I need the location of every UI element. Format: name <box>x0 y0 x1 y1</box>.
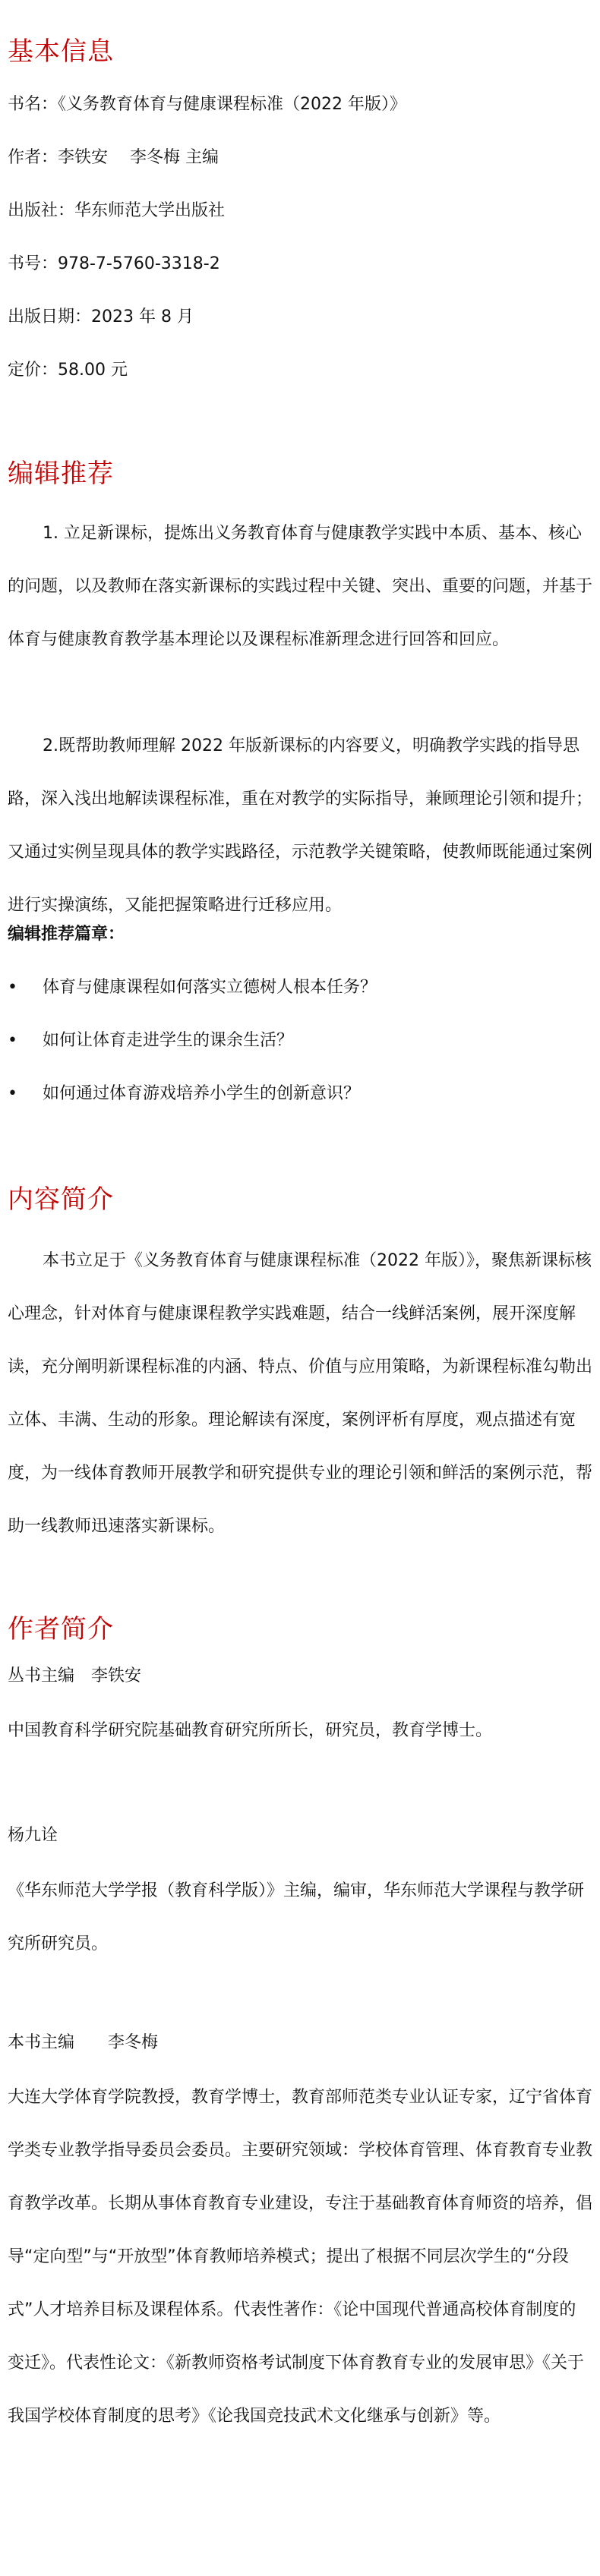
chapter-title: 如何让体育走进学生的课余生活？ <box>43 1031 294 1050</box>
list-item <box>8 974 377 998</box>
price-line: 定价：58.00 元 <box>8 361 128 380</box>
chapter-title: 体育与健康课程如何落实立德树人根本任务？ <box>43 978 377 997</box>
bullet-icon: • <box>8 1031 17 1050</box>
author-2-name: 杨九诠 <box>8 1826 58 1845</box>
section-title-basic-info: 基本信息 <box>8 36 114 67</box>
recommend-chapters-heading: 编辑推荐篇章： <box>8 925 125 944</box>
chapter-title: 如何通过体育游戏培养小学生的创新意识？ <box>43 1084 361 1103</box>
list-item <box>8 1080 360 1104</box>
book-name: 书名：《义务教育体育与健康课程标准（2022 年版）》 <box>8 95 406 114</box>
section-title-intro: 内容简介 <box>8 1184 114 1215</box>
recommend-paragraph-2: 2.既帮助教师理解 2022 年版新课标的内容要义，明确教学实践的指导思路，深入浅出地解读课程标准，重在对教学的实际指导，兼顾理论引领和提升；又通过实例呈现具体的教学实践路径，示范教学关键策略，使教师既能通过案例进行实操演练，又能把握策略进行迁移应用。 <box>8 736 593 915</box>
section-title-authors: 作者简介 <box>8 1614 114 1644</box>
isbn-line: 书号：978-7-5760-3318-2 <box>8 254 220 273</box>
recommend-paragraph-1: 1. 立足新课标，提炼出义务教育体育与健康教学实践中本质、基本、核心的问题，以及教师在落实新课标的实践过程中关键、突出、重要的问题，并基于体育与健康教育教学基本理论以及课程标准新理念进行回答和回应。 <box>8 524 593 649</box>
section-title-recommend: 编辑推荐 <box>8 459 114 489</box>
pub-date-line: 出版日期：2023 年 8 月 <box>8 307 194 326</box>
author-1-name: 丛书主编 李铁安 <box>8 1666 142 1685</box>
author-3-desc: 大连大学体育学院教授，教育学博士，教育部师范类专业认证专家，辽宁省体育学类专业教学指导委员会委员。主要研究领域：学校体育管理、体育教育专业教育教学改革。长期从事体育教育专业建设，专注于基础教育体育师资的培养，倡导“定向型”与“开放型”体育教师培养模式；提出了根据不同层次学生的“分段式”人才培养目标及课程体系。代表性著作：《论中国现代普通高校体育制度的变迁》。代表性论文：《新教师资格考试制度下体育教育专业的发展审思》《关于我国学校体育制度的思考》《论我国竞技武术文化继承与创新》等。 <box>8 2088 593 2426</box>
bullet-icon: • <box>8 978 17 997</box>
intro-paragraph: 本书立足于《义务教育体育与健康课程标准（2022 年版）》，聚焦新课标核心理念，针对体育与健康课程教学实践难题，结合一线鲜活案例，展开深度解读，充分阐明新课程标准的内涵、特点、价值与应用策略，为新课程标准勾勒出立体、丰满、生动的形象。理论解读有深度，案例评析有厚度，观点描述有宽度，为一线体育教师开展教学和研究提供专业的理论引领和鲜活的案例示范，帮助一线教师迅速落实新课标。 <box>8 1251 593 1536</box>
list-item <box>8 1027 293 1051</box>
author-1-desc: 中国教育科学研究院基础教育研究所所长，研究员，教育学博士。 <box>8 1721 493 1740</box>
author-3-name: 本书主编 李冬梅 <box>8 2033 159 2052</box>
author-line: 作者：李铁安 李冬梅 主编 <box>8 148 219 167</box>
publisher-line: 出版社：华东师范大学出版社 <box>8 201 226 220</box>
author-2-desc: 《华东师范大学学报（教育科学版）》主编，编审，华东师范大学课程与教学研究所研究员。 <box>8 1881 585 1953</box>
bullet-icon: • <box>8 1084 17 1103</box>
